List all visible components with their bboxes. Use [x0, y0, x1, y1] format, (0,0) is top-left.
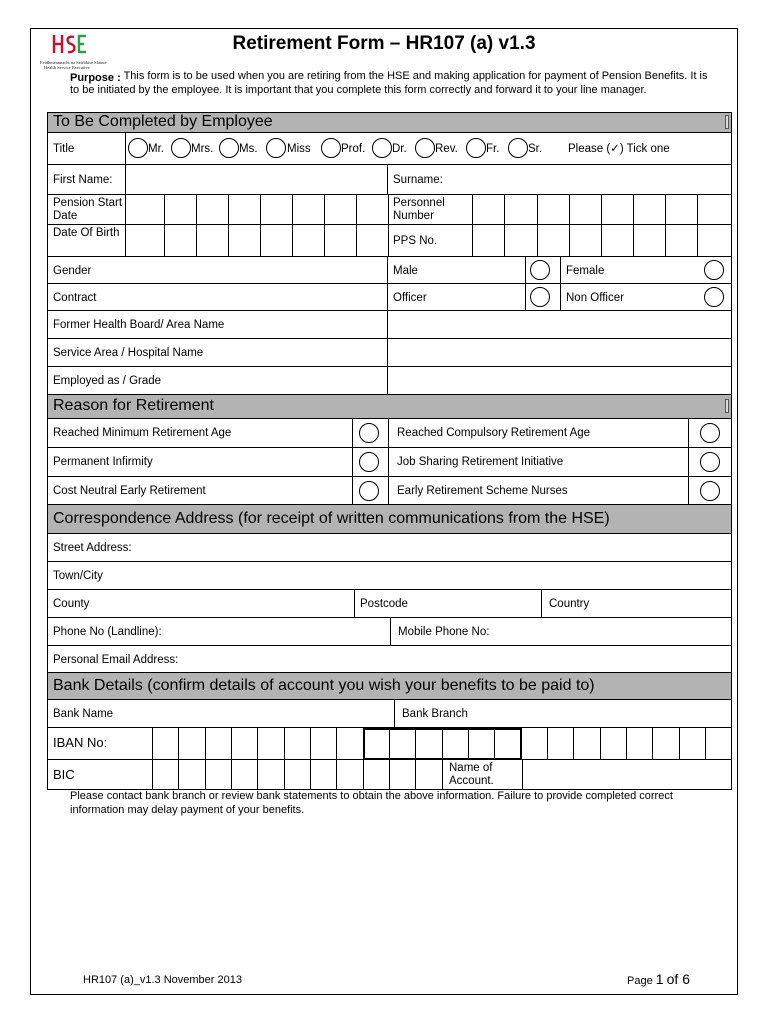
- reason-min-age-label: Reached Minimum Retirement Age: [53, 427, 232, 439]
- iban-row: [48, 728, 731, 760]
- scroll-marker: [725, 115, 729, 129]
- bank-name-row: [48, 700, 731, 728]
- title-sr-radio[interactable]: [508, 138, 528, 158]
- former-board-label: Former Health Board/ Area Name: [53, 319, 225, 331]
- title-prof-radio[interactable]: [321, 138, 341, 158]
- page-word: Page: [627, 975, 653, 987]
- scroll-marker: [725, 399, 729, 413]
- section-title-bank: Bank Details (confirm details of account you wish your benefits to be paid to): [53, 677, 595, 694]
- bic-row: [48, 760, 731, 790]
- reason-infirmity-label-cell: [48, 448, 353, 476]
- reason-cost-neutral-label: Cost Neutral Early Retirement: [53, 485, 206, 497]
- title-label-cell: [48, 133, 126, 164]
- logo-caption-english: Health Service Executive: [44, 65, 90, 70]
- email-row[interactable]: [48, 646, 731, 673]
- title-mr-label: Mr.: [148, 143, 164, 155]
- former-board-label-cell: [48, 311, 388, 338]
- logo-caption-irish: Feidhmeannacht na Seirbhíse Sláinte: [40, 60, 107, 65]
- non-officer-radio[interactable]: [704, 287, 724, 307]
- name-row: [48, 165, 731, 195]
- first-name-field[interactable]: [126, 165, 388, 194]
- first-name-label: First Name:: [53, 174, 113, 186]
- service-area-label: Service Area / Hospital Name: [53, 347, 204, 359]
- reason-compulsory-label: Reached Compulsory Retirement Age: [397, 427, 591, 439]
- title-row: [48, 133, 731, 165]
- bank-branch-field[interactable]: [395, 700, 731, 727]
- title-label: Title: [53, 143, 75, 155]
- former-board-row: [48, 311, 731, 339]
- contract-label-cell: [48, 284, 388, 310]
- street-row[interactable]: [48, 534, 731, 562]
- reason-infirmity-label: Permanent Infirmity: [53, 456, 153, 468]
- street-label: Street Address:: [53, 542, 132, 554]
- title-rev-label: Rev.: [435, 143, 458, 155]
- purpose-paragraph: [70, 69, 710, 97]
- retirement-form: [47, 112, 732, 790]
- reason-min-age-option[interactable]: [353, 419, 389, 447]
- female-label: Female: [566, 265, 605, 277]
- iban-label: IBAN No:: [53, 735, 108, 750]
- officer-label-cell: [388, 284, 526, 310]
- dob-row: [48, 225, 731, 257]
- employed-as-label-cell: [48, 367, 388, 394]
- title-prof-label: Prof.: [341, 143, 366, 155]
- title-sr-label: Sr.: [528, 143, 543, 155]
- gender-label-cell: [48, 257, 388, 283]
- first-name-label-cell: [48, 165, 126, 194]
- reason-min-age-label-cell: [48, 419, 353, 447]
- reason-infirmity-radio[interactable]: [359, 452, 379, 472]
- employed-as-label: Employed as / Grade: [53, 375, 162, 387]
- purpose-label: Purpose :: [70, 72, 121, 84]
- postcode-label: Postcode: [360, 598, 408, 610]
- landline-field[interactable]: [48, 618, 391, 645]
- country-field[interactable]: [542, 590, 731, 617]
- non-officer-label: Non Officer: [566, 292, 624, 304]
- purpose-text: This form is to be used when you are retiring from the HSE and making application for payment of Pension Benefits. It is to be initiated by the employee. It is important that you complete this form correctly and forward it to your line manager.: [70, 70, 708, 96]
- bank-name-label: Bank Name: [53, 708, 114, 720]
- email-label: Personal Email Address:: [53, 654, 179, 666]
- section-header-employee: [48, 113, 731, 133]
- county-label: County: [53, 598, 90, 610]
- section-header-address: [48, 505, 731, 534]
- officer-label: Officer: [393, 292, 427, 304]
- page-current: 1: [655, 971, 664, 987]
- reason-nurses-radio[interactable]: [700, 481, 720, 501]
- reason-job-sharing-radio[interactable]: [700, 452, 720, 472]
- page-total: of 6: [666, 971, 690, 987]
- town-row[interactable]: [48, 562, 731, 590]
- title-mr-radio[interactable]: [128, 138, 148, 158]
- footer-page-number: [627, 971, 690, 987]
- country-label: Country: [549, 598, 590, 610]
- surname-field[interactable]: [473, 165, 731, 194]
- gender-label: Gender: [53, 265, 92, 277]
- section-title-employee: To Be Completed by Employee: [53, 113, 273, 130]
- postcode-field[interactable]: [355, 590, 542, 617]
- reason-row-3: [48, 477, 731, 505]
- reason-cost-neutral-option[interactable]: [353, 477, 389, 504]
- tick-one-hint: Please (✓) Tick one: [568, 143, 670, 155]
- surname-label: Surname:: [393, 174, 443, 186]
- male-label: Male: [393, 265, 418, 277]
- officer-option[interactable]: [526, 284, 561, 310]
- title-miss-label: Miss: [287, 143, 311, 155]
- title-ms-radio[interactable]: [219, 138, 239, 158]
- title-fr-label: Fr.: [486, 143, 500, 155]
- officer-radio[interactable]: [530, 287, 550, 307]
- reason-compulsory-radio[interactable]: [700, 423, 720, 443]
- pension-start-row: [48, 195, 731, 225]
- service-area-row: [48, 339, 731, 367]
- mobile-field[interactable]: [391, 618, 731, 645]
- reason-cost-neutral-radio[interactable]: [359, 481, 379, 501]
- reason-cost-neutral-label-cell: [48, 477, 353, 504]
- pps-label: PPS No.: [393, 235, 438, 247]
- gender-row: [48, 257, 731, 284]
- reason-min-age-radio[interactable]: [359, 423, 379, 443]
- bank-branch-label: Bank Branch: [402, 708, 468, 720]
- title-rev-radio[interactable]: [415, 138, 435, 158]
- service-area-label-cell: [48, 339, 388, 366]
- county-row: [48, 590, 731, 618]
- reason-row-1: [48, 419, 731, 448]
- county-field[interactable]: [48, 590, 355, 617]
- section-header-bank: [48, 673, 731, 700]
- reason-row-2: [48, 448, 731, 477]
- female-radio[interactable]: [704, 260, 724, 280]
- account-name-label: Name of Account.: [449, 762, 494, 787]
- title-dr-label: Dr.: [392, 143, 407, 155]
- male-label-cell: [388, 257, 526, 283]
- reason-compulsory-label-cell: [389, 419, 689, 447]
- page-title: Retirement Form – HR107 (a) v1.3: [232, 33, 536, 54]
- bic-label: BIC: [53, 767, 75, 782]
- section-header-reason: [48, 395, 731, 419]
- dob-label-cell: [48, 225, 126, 256]
- title-mrs-radio[interactable]: [171, 138, 191, 158]
- section-title-address: Correspondence Address (for receipt of written communications from the HSE): [53, 510, 610, 527]
- iban-highlight-box: [363, 728, 522, 760]
- pension-start-label: Pension Start Date: [53, 197, 123, 222]
- reason-job-sharing-label-cell: [389, 448, 689, 476]
- title-dr-radio[interactable]: [372, 138, 392, 158]
- dob-label: Date Of Birth: [53, 227, 120, 239]
- title-mrs-label: Mrs.: [191, 143, 214, 155]
- town-label: Town/City: [53, 570, 103, 582]
- male-option[interactable]: [526, 257, 561, 283]
- reason-job-sharing-label: Job Sharing Retirement Initiative: [397, 456, 564, 468]
- personnel-number-label: Personnel Number: [393, 197, 445, 222]
- footer-doc-ref: HR107 (a)_v1.3 November 2013: [83, 974, 242, 986]
- title-ms-label: Ms.: [239, 143, 258, 155]
- contract-row: [48, 284, 731, 311]
- reason-nurses-label-cell: [389, 477, 689, 504]
- reason-infirmity-option[interactable]: [353, 448, 389, 476]
- title-fr-radio[interactable]: [466, 138, 486, 158]
- landline-label: Phone No (Landline):: [53, 626, 162, 638]
- bank-name-field[interactable]: [48, 700, 395, 727]
- account-name-field[interactable]: [522, 760, 731, 790]
- male-radio[interactable]: [530, 260, 550, 280]
- former-board-field[interactable]: [388, 311, 731, 338]
- section-title-reason: Reason for Retirement: [53, 397, 214, 414]
- reason-nurses-label: Early Retirement Scheme Nurses: [397, 485, 568, 497]
- bank-info-note: Please contact bank branch or review bank statements to obtain the above information. Failure to provide completed correct information may delay payment of your benefits.: [70, 790, 673, 816]
- employed-as-row: [48, 367, 731, 395]
- title-miss-radio[interactable]: [266, 138, 286, 158]
- mobile-label: Mobile Phone No:: [398, 626, 490, 638]
- pension-start-label-cell: [48, 195, 126, 224]
- phone-row: [48, 618, 731, 646]
- employed-as-field[interactable]: [388, 367, 731, 394]
- contract-label: Contract: [53, 292, 97, 304]
- service-area-field[interactable]: [388, 339, 731, 366]
